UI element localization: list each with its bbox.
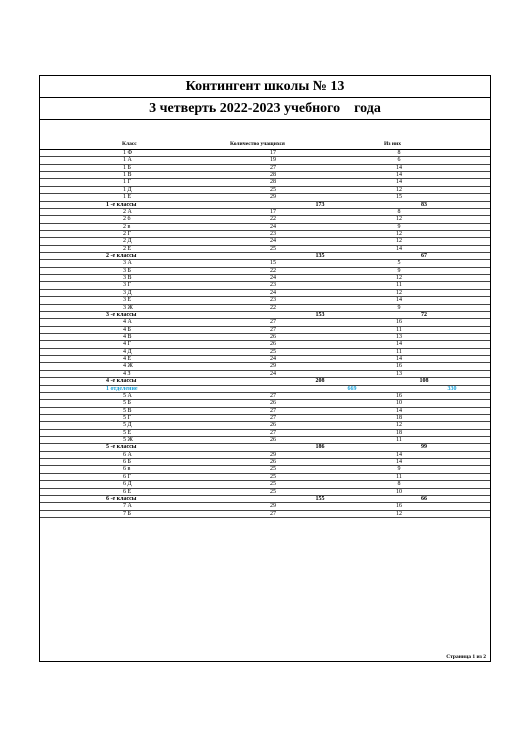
- cell-count: 19: [270, 157, 276, 164]
- table-row: [40, 216, 490, 223]
- cell-class: 6 Б: [123, 459, 131, 466]
- cell-of-them: 8: [397, 481, 401, 488]
- cell-of-them: 8: [397, 150, 401, 156]
- header-count: Количество учащихся: [230, 141, 285, 147]
- cell-of-them: 14: [396, 179, 402, 186]
- column-header-row: [40, 140, 490, 150]
- table-row: [40, 481, 490, 488]
- header-class: Класс: [122, 141, 137, 147]
- table-row: [40, 489, 490, 496]
- cell-count: 25: [270, 466, 276, 473]
- cell-class: 2 б: [123, 216, 131, 223]
- cell-count: 27: [270, 414, 276, 421]
- cell-of-them: 14: [396, 172, 402, 179]
- cell-class: 6 Д: [123, 481, 132, 488]
- cell-of-them: 9: [397, 223, 401, 230]
- report-sheet: [39, 75, 491, 662]
- table-row: [40, 275, 490, 282]
- cell-class: 6 -е классы: [106, 495, 137, 502]
- cell-of-them: 12: [396, 275, 402, 282]
- header-of-them: Из них: [384, 141, 401, 147]
- cell-count: 27: [270, 164, 276, 171]
- cell-class: 6 А: [123, 451, 132, 458]
- cell-class: 5 В: [123, 407, 132, 414]
- cell-count: 26: [270, 437, 276, 444]
- cell-of-them: 99: [421, 444, 427, 451]
- cell-class: 4 В: [123, 333, 132, 340]
- page-footer: Страница 1 из 2: [446, 654, 486, 660]
- cell-count: 27: [270, 326, 276, 333]
- table-row: [40, 297, 490, 304]
- cell-class: 6 Г: [123, 473, 131, 480]
- cell-count: 28: [270, 172, 276, 179]
- cell-of-them: 14: [396, 297, 402, 304]
- cell-class: 5 -е классы: [106, 444, 137, 451]
- cell-count: 25: [270, 473, 276, 480]
- subtotal-row: [40, 378, 490, 385]
- cell-count: 15: [270, 260, 276, 267]
- cell-count: 669: [347, 385, 357, 392]
- cell-class: 7 А: [123, 503, 132, 510]
- cell-class: 4 Б: [123, 326, 131, 333]
- cell-of-them: 16: [396, 392, 402, 399]
- cell-class: 2 Г: [123, 230, 131, 237]
- table-row: [40, 511, 490, 518]
- subtotal-row: [40, 253, 490, 260]
- cell-class: 3 Д: [123, 289, 132, 296]
- cell-count: 29: [270, 451, 276, 458]
- cell-count: 208: [315, 378, 325, 385]
- cell-of-them: 9: [397, 304, 401, 311]
- cell-class: 1 Г: [123, 179, 131, 186]
- table-row: [40, 268, 490, 275]
- cell-of-them: 14: [396, 459, 402, 466]
- cell-class: 5 Д: [123, 422, 132, 429]
- subtotal-row: [40, 496, 490, 503]
- table-row: [40, 371, 490, 378]
- cell-of-them: 14: [396, 341, 402, 348]
- cell-of-them: 11: [396, 437, 402, 444]
- table-row: [40, 260, 490, 267]
- cell-class: 5 Б: [123, 400, 131, 407]
- cell-count: 17: [270, 150, 276, 156]
- subtotal-row: [40, 312, 490, 319]
- cell-count: 22: [270, 267, 276, 274]
- table-row: [40, 430, 490, 437]
- cell-of-them: 108: [419, 378, 429, 385]
- department-total-row: [40, 386, 490, 393]
- cell-count: 22: [270, 304, 276, 311]
- cell-class: 7 Б: [123, 510, 131, 517]
- cell-count: 25: [270, 186, 276, 193]
- cell-of-them: 10: [396, 400, 402, 407]
- cell-count: 29: [270, 503, 276, 510]
- cell-class: 1 А: [123, 157, 132, 164]
- cell-class: 3 -е классы: [106, 311, 137, 318]
- cell-of-them: 16: [396, 363, 402, 370]
- cell-class: 1 В: [123, 172, 132, 179]
- cell-count: 27: [270, 319, 276, 326]
- table-row: [40, 393, 490, 400]
- cell-class: 2 А: [123, 208, 132, 215]
- cell-of-them: 9: [397, 466, 401, 473]
- table-row: [40, 165, 490, 172]
- cell-class: 2 в: [123, 223, 131, 230]
- cell-of-them: 12: [396, 216, 402, 223]
- cell-of-them: 83: [421, 201, 427, 208]
- cell-count: 26: [270, 400, 276, 407]
- cell-class: 4 З: [123, 370, 131, 377]
- cell-of-them: 16: [396, 319, 402, 326]
- report-title: Контингент школы № 13: [40, 76, 490, 98]
- cell-class: 6 Е: [123, 488, 132, 495]
- cell-of-them: 5: [397, 260, 401, 267]
- table-row: [40, 224, 490, 231]
- cell-of-them: 11: [396, 326, 402, 333]
- cell-count: 22: [270, 216, 276, 223]
- cell-of-them: 10: [396, 488, 402, 495]
- cell-of-them: 14: [396, 356, 402, 363]
- cell-count: 23: [270, 230, 276, 237]
- cell-class: 4 Г: [123, 341, 131, 348]
- cell-count: 24: [270, 289, 276, 296]
- cell-class: 4 Е: [123, 356, 132, 363]
- table-row: [40, 150, 490, 157]
- cell-class: 5 Г: [123, 414, 131, 421]
- cell-class: 1 Б: [123, 164, 131, 171]
- cell-count: 29: [270, 194, 276, 201]
- table-row: [40, 194, 490, 201]
- cell-class: 3 Ж: [123, 304, 133, 311]
- cell-count: 26: [270, 333, 276, 340]
- cell-class: 5 Ж: [123, 437, 133, 444]
- cell-class: 3 Г: [123, 282, 131, 289]
- cell-count: 26: [270, 341, 276, 348]
- table-row: [40, 466, 490, 473]
- cell-of-them: 18: [396, 414, 402, 421]
- cell-of-them: 6: [397, 157, 401, 164]
- cell-count: 23: [270, 282, 276, 289]
- cell-class: 5 А: [123, 392, 132, 399]
- table-row: [40, 327, 490, 334]
- table-row: [40, 187, 490, 194]
- cell-of-them: 11: [396, 473, 402, 480]
- cell-of-them: 11: [396, 348, 402, 355]
- cell-of-them: 67: [421, 253, 427, 260]
- cell-class: 4 -е классы: [106, 378, 137, 385]
- table-row: [40, 334, 490, 341]
- cell-count: 155: [315, 495, 325, 502]
- cell-count: 24: [270, 238, 276, 245]
- cell-count: 28: [270, 179, 276, 186]
- table-row: [40, 415, 490, 422]
- cell-of-them: 16: [396, 503, 402, 510]
- subtotal-row: [40, 202, 490, 209]
- cell-count: 25: [270, 481, 276, 488]
- cell-count: 24: [270, 370, 276, 377]
- cell-of-them: 15: [396, 194, 402, 201]
- cell-count: 135: [315, 253, 325, 260]
- cell-of-them: 18: [396, 429, 402, 436]
- table-row: [40, 363, 490, 370]
- cell-count: 29: [270, 363, 276, 370]
- table-row: [40, 474, 490, 481]
- table-row: [40, 437, 490, 444]
- cell-of-them: 12: [396, 422, 402, 429]
- table-row: [40, 179, 490, 186]
- table-row: [40, 349, 490, 356]
- cell-of-them: 14: [396, 164, 402, 171]
- table-row: [40, 422, 490, 429]
- cell-count: 25: [270, 488, 276, 495]
- cell-class: 1 Е: [123, 194, 132, 201]
- cell-of-them: 8: [397, 208, 401, 215]
- cell-class: 1 Ф: [123, 150, 133, 156]
- table-row: [40, 238, 490, 245]
- cell-of-them: 72: [421, 311, 427, 318]
- cell-count: 17: [270, 208, 276, 215]
- cell-class: 2 Д: [123, 238, 132, 245]
- cell-class: 4 Ж: [123, 363, 133, 370]
- cell-count: 27: [270, 392, 276, 399]
- cell-of-them: 12: [396, 186, 402, 193]
- table-row: [40, 341, 490, 348]
- table-row: [40, 246, 490, 253]
- table-row: [40, 290, 490, 297]
- table-row: [40, 459, 490, 466]
- cell-class: 1 Д: [123, 186, 132, 193]
- cell-count: 23: [270, 297, 276, 304]
- cell-class: 3 Б: [123, 267, 131, 274]
- cell-of-them: 66: [421, 495, 427, 502]
- spacer: [40, 120, 490, 140]
- cell-class: 3 Е: [123, 297, 132, 304]
- table-row: [40, 305, 490, 312]
- cell-count: 26: [270, 422, 276, 429]
- cell-class: 4 А: [123, 319, 132, 326]
- cell-class: 3 А: [123, 260, 132, 267]
- cell-class: 2 -е классы: [106, 253, 137, 260]
- cell-count: 27: [270, 510, 276, 517]
- cell-of-them: 13: [396, 333, 402, 340]
- cell-of-them: 13: [396, 370, 402, 377]
- cell-count: 27: [270, 429, 276, 436]
- cell-class: 1 отделение: [106, 385, 138, 392]
- table-row: [40, 400, 490, 407]
- cell-class: 4 Д: [123, 348, 132, 355]
- cell-count: 24: [270, 356, 276, 363]
- table-row: [40, 157, 490, 164]
- cell-count: 153: [315, 311, 325, 318]
- table-row: [40, 319, 490, 326]
- cell-count: 24: [270, 223, 276, 230]
- cell-class: 1 -е классы: [106, 201, 137, 208]
- class-table: [40, 150, 490, 518]
- cell-of-them: 12: [396, 238, 402, 245]
- table-row: [40, 408, 490, 415]
- cell-of-them: 330: [447, 385, 457, 392]
- cell-of-them: 14: [396, 451, 402, 458]
- cell-of-them: 14: [396, 245, 402, 252]
- report-subtitle: 3 четверть 2022-2023 учебного года: [40, 98, 490, 120]
- cell-class: 2 Е: [123, 245, 132, 252]
- cell-of-them: 9: [397, 267, 401, 274]
- cell-of-them: 11: [396, 282, 402, 289]
- cell-class: 3 В: [123, 275, 132, 282]
- cell-count: 25: [270, 245, 276, 252]
- cell-of-them: 12: [396, 289, 402, 296]
- cell-class: 6 в: [123, 466, 131, 473]
- cell-class: 5 Е: [123, 429, 132, 436]
- table-row: [40, 356, 490, 363]
- table-row: [40, 503, 490, 510]
- cell-count: 25: [270, 348, 276, 355]
- table-row: [40, 452, 490, 459]
- table-row: [40, 231, 490, 238]
- cell-count: 26: [270, 459, 276, 466]
- cell-count: 173: [315, 201, 325, 208]
- cell-of-them: 12: [396, 230, 402, 237]
- cell-count: 186: [315, 444, 325, 451]
- cell-count: 24: [270, 275, 276, 282]
- table-row: [40, 209, 490, 216]
- table-row: [40, 172, 490, 179]
- cell-count: 27: [270, 407, 276, 414]
- cell-of-them: 14: [396, 407, 402, 414]
- subtotal-row: [40, 444, 490, 451]
- table-row: [40, 282, 490, 289]
- cell-of-them: 12: [396, 510, 402, 517]
